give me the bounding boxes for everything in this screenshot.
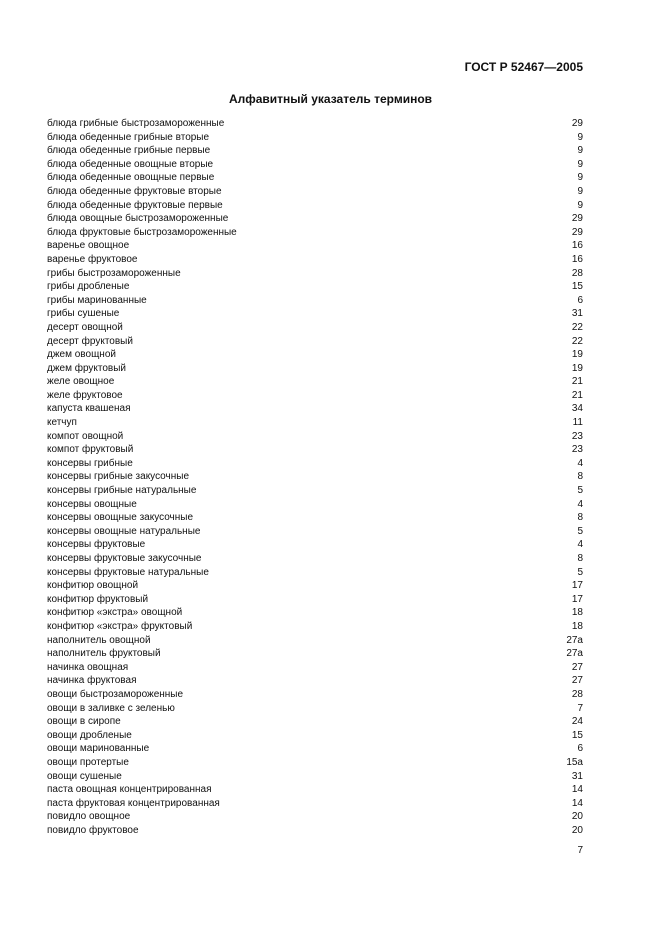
index-entry	[47, 470, 583, 484]
index-term: блюда обеденные фруктовые вторые	[47, 185, 222, 197]
index-term: блюда грибные быстрозамороженные	[47, 118, 225, 129]
index-term: повидло фруктовое	[47, 824, 139, 836]
index-entry	[47, 280, 583, 294]
index-term: начинка овощная	[47, 661, 129, 673]
index-entry	[47, 212, 583, 226]
index-term: консервы фруктовые закусочные	[47, 553, 202, 564]
index-entry	[47, 430, 583, 444]
index-page-ref: 15	[571, 281, 583, 293]
index-page-ref: 17	[571, 580, 583, 592]
index-term: блюда обеденные фруктовые первые	[47, 199, 223, 211]
index-page-ref: 21	[571, 376, 583, 388]
index-page-ref: 16	[571, 240, 583, 252]
index-page-ref: 14	[571, 784, 583, 796]
index-page-ref: 9	[577, 185, 583, 197]
index-page-ref: 11	[572, 417, 583, 429]
index-term: варенье фруктовое	[47, 253, 138, 265]
index-entry	[47, 729, 583, 743]
index-page-ref: 31	[571, 770, 583, 782]
index-page-ref: 4	[577, 457, 583, 469]
index-term: капуста квашеная	[47, 403, 131, 415]
index-entry	[47, 525, 583, 539]
index-entry	[47, 593, 583, 607]
index-entry	[47, 199, 583, 213]
index-entry	[47, 702, 583, 716]
index-entry	[47, 566, 583, 580]
index-page-ref: 6	[577, 294, 583, 306]
index-term: паста овощная концентрированная	[47, 784, 212, 796]
index-entry	[47, 579, 583, 593]
index-page-ref: 19	[571, 362, 583, 374]
index-term: овощи в заливке с зеленью	[47, 702, 175, 714]
index-entry	[47, 253, 583, 267]
index-term: компот овощной	[47, 430, 124, 442]
index-page-ref: 9	[577, 158, 583, 170]
index-entry	[47, 606, 583, 620]
index-term: блюда фруктовые быстрозамороженные	[47, 226, 237, 238]
index-page-ref: 23	[571, 444, 583, 456]
index-page-ref: 22	[571, 335, 583, 347]
index-term: грибы дробленые	[47, 281, 130, 293]
index-entry	[47, 362, 583, 376]
index-entry	[47, 688, 583, 702]
index-page-ref: 8	[577, 471, 583, 483]
index-entry	[47, 824, 583, 838]
index-entry	[47, 783, 583, 797]
index-term: начинка фруктовая	[47, 675, 137, 687]
index-entry	[47, 375, 583, 389]
index-entry	[47, 171, 583, 185]
index-entry	[47, 294, 583, 308]
index-term: консервы фруктовые натуральные	[47, 566, 209, 578]
index-page-ref: 6	[577, 743, 583, 755]
index-term: наполнитель овощной	[47, 634, 151, 646]
index-term: блюда овощные быстрозамороженные	[47, 213, 229, 225]
index-page-ref: 18	[571, 620, 583, 632]
index-entry	[47, 239, 583, 253]
index-term: наполнитель фруктовый	[47, 648, 161, 660]
index-term: десерт фруктовый	[47, 335, 133, 347]
index-page-ref: 20	[571, 824, 583, 836]
index-term: желе фруктовое	[47, 389, 123, 401]
index-entry	[47, 620, 583, 634]
index-term: блюда обеденные грибные вторые	[47, 131, 210, 143]
index-term: блюда обеденные овощные первые	[47, 172, 215, 184]
index-entry	[47, 389, 583, 403]
index-page-ref: 5	[577, 485, 583, 497]
index-page-ref: 17	[571, 593, 583, 605]
page-number: 7	[577, 845, 583, 856]
index-page-ref: 29	[571, 118, 583, 129]
index-entry	[47, 484, 583, 498]
index-term: консервы грибные натуральные	[47, 485, 197, 497]
index-entry	[47, 634, 583, 648]
index-term: кетчуп	[47, 417, 77, 429]
term-index-list	[47, 117, 583, 837]
index-entry	[47, 661, 583, 675]
index-page-ref: 29	[571, 226, 583, 238]
index-entry	[47, 457, 583, 471]
index-term: овощи маринованные	[47, 743, 150, 755]
index-entry	[47, 742, 583, 756]
index-page-ref: 7	[577, 702, 583, 714]
index-page-ref: 14	[571, 797, 583, 809]
index-page-ref: 19	[571, 349, 583, 361]
index-entry	[47, 647, 583, 661]
index-term: овощи протертые	[47, 756, 129, 768]
index-term: компот фруктовый	[47, 444, 134, 456]
index-term: желе овощное	[47, 376, 115, 388]
page-title: Алфавитный указатель терминов	[228, 92, 433, 106]
index-entry	[47, 770, 583, 784]
index-entry	[47, 715, 583, 729]
index-page-ref: 20	[571, 811, 583, 823]
index-entry	[47, 498, 583, 512]
index-page-ref: 28	[571, 267, 583, 279]
index-entry	[47, 267, 583, 281]
index-entry	[47, 335, 583, 349]
index-term: овощи сушеные	[47, 770, 122, 782]
index-term: джем овощной	[47, 349, 116, 361]
index-term: консервы овощные закусочные	[47, 512, 194, 524]
index-page-ref: 8	[577, 553, 583, 564]
index-entry	[47, 810, 583, 824]
index-page-ref: 22	[571, 321, 583, 333]
index-page-ref: 4	[577, 498, 583, 510]
index-entry	[47, 511, 583, 525]
index-term: блюда обеденные грибные первые	[47, 145, 211, 157]
document-code: ГОСТ Р 52467—2005	[464, 60, 583, 74]
index-term: варенье овощное	[47, 240, 130, 252]
index-page-ref: 9	[577, 199, 583, 211]
index-entry	[47, 402, 583, 416]
index-page-ref: 16	[571, 253, 583, 265]
index-entry	[47, 158, 583, 172]
index-entry	[47, 185, 583, 199]
index-page-ref: 21	[571, 389, 583, 401]
index-page-ref: 15	[571, 729, 583, 741]
index-page-ref: 23	[571, 430, 583, 442]
index-page-ref: 27	[571, 675, 583, 687]
index-term: конфитюр «экстра» овощной	[47, 607, 183, 619]
index-term: консервы овощные натуральные	[47, 525, 201, 537]
index-entry	[47, 226, 583, 240]
index-term: повидло овощное	[47, 811, 131, 823]
index-page-ref: 5	[577, 566, 583, 578]
index-term: грибы маринованные	[47, 294, 147, 306]
index-term: блюда обеденные овощные вторые	[47, 158, 214, 170]
index-entry	[47, 538, 583, 552]
index-entry	[47, 416, 583, 430]
index-page-ref: 29	[571, 213, 583, 225]
index-term: консервы фруктовые	[47, 539, 146, 551]
index-term: консервы грибные закусочные	[47, 471, 190, 483]
index-term: консервы грибные	[47, 457, 133, 469]
index-entry	[47, 674, 583, 688]
index-page-ref: 9	[577, 131, 583, 143]
index-term: овощи в сиропе	[47, 716, 121, 728]
index-term: грибы быстрозамороженные	[47, 267, 181, 279]
index-page-ref: 15а	[566, 756, 583, 768]
index-entry	[47, 443, 583, 457]
index-term: овощи дробленые	[47, 729, 132, 741]
index-term: паста фруктовая концентрированная	[47, 797, 220, 809]
index-page-ref: 8	[577, 512, 583, 524]
index-term: десерт овощной	[47, 321, 123, 333]
index-entry	[47, 321, 583, 335]
index-term: конфитюр фруктовый	[47, 593, 149, 605]
index-term: овощи быстрозамороженные	[47, 688, 184, 700]
index-page-ref: 34	[571, 403, 583, 415]
index-page-ref: 28	[571, 688, 583, 700]
index-page-ref: 5	[577, 525, 583, 537]
index-entry	[47, 348, 583, 362]
index-term: консервы овощные	[47, 498, 137, 510]
index-page-ref: 24	[571, 716, 583, 728]
index-page-ref: 9	[577, 145, 583, 157]
index-term: грибы сушеные	[47, 308, 120, 320]
index-entry	[47, 117, 583, 131]
index-page-ref: 27	[571, 661, 583, 673]
index-page-ref: 27а	[566, 648, 583, 660]
index-entry	[47, 131, 583, 145]
index-entry	[47, 756, 583, 770]
index-page-ref: 27а	[566, 634, 583, 646]
index-page-ref: 9	[577, 172, 583, 184]
index-entry	[47, 307, 583, 321]
index-term: конфитюр «экстра» фруктовый	[47, 620, 193, 632]
index-term: конфитюр овощной	[47, 580, 139, 592]
index-entry	[47, 797, 583, 811]
index-page-ref: 18	[571, 607, 583, 619]
index-page-ref: 4	[577, 539, 583, 551]
index-entry	[47, 552, 583, 566]
index-term: джем фруктовый	[47, 362, 127, 374]
index-page-ref: 31	[571, 308, 583, 320]
index-entry	[47, 144, 583, 158]
